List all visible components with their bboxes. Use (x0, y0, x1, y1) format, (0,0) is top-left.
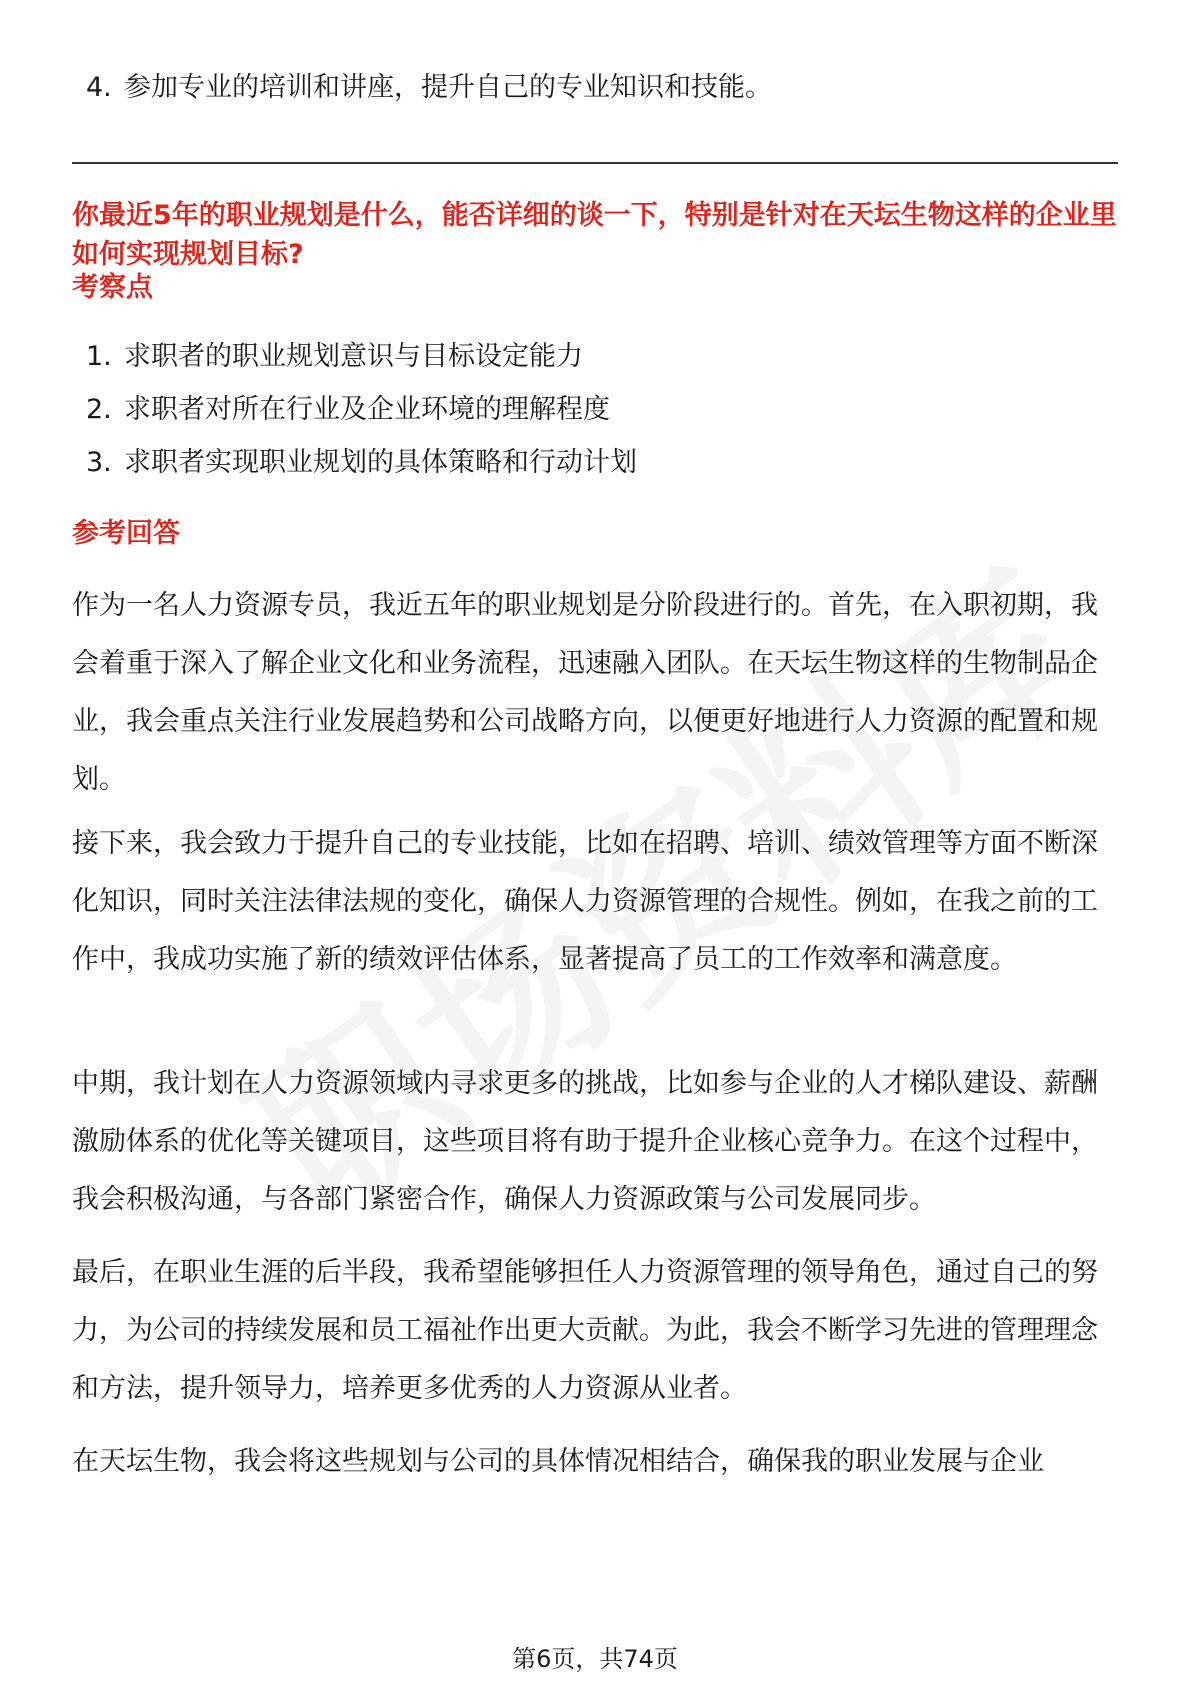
list-item-text: 求职者的职业规划意识与目标设定能力 (124, 341, 583, 372)
answer-heading: 参考回答 (72, 518, 180, 549)
assessment-item (86, 337, 583, 377)
answer-paragraph: 在天坛生物，我会将这些规划与公司的具体情况相结合，确保我的职业发展与企业 (72, 1446, 1044, 1477)
page-number: 第6页，共74页 (512, 1645, 678, 1673)
list-item-number: 4. (86, 72, 112, 103)
list-item-text: 参加专业的培训和讲座，提升自己的专业知识和技能。 (124, 72, 772, 103)
list-item-text: 求职者实现职业规划的具体策略和行动计划 (124, 447, 637, 478)
assessment-item (86, 390, 610, 430)
assessment-heading: 考察点 (72, 272, 153, 303)
list-item-text: 求职者对所在行业及企业环境的理解程度 (124, 394, 610, 425)
list-item-number: 3. (86, 447, 112, 478)
assessment-item (86, 443, 637, 483)
answer-paragraph: 接下来，我会致力于提升自己的专业技能，比如在招聘、培训、绩效管理等方面不断深化知识，同时关注法律法规的变化，确保人力资源管理的合规性。例如，在我之前的工作中，我成功实施了新的绩效评估体系，显著提高了员工的工作效率和满意度。 (72, 828, 1098, 975)
interview-question: 你最近5年的职业规划是什么，能否详细的谈一下，特别是针对在天坛生物这样的企业里如何实现规划目标? (72, 200, 1117, 270)
answer-paragraph: 作为一名人力资源专员，我近五年的职业规划是分阶段进行的。首先，在入职初期，我会着重于深入了解企业文化和业务流程，迅速融入团队。在天坛生物这样的生物制品企业，我会重点关注行业发展趋势和公司战略方向，以便更好地进行人力资源的配置和规划。 (72, 590, 1098, 795)
section-divider (72, 162, 1118, 164)
answer-paragraph: 中期，我计划在人力资源领域内寻求更多的挑战，比如参与企业的人才梯队建设、薪酬激励体系的优化等关键项目，这些项目将有助于提升企业核心竞争力。在这个过程中，我会积极沟通，与各部门紧密合作，确保人力资源政策与公司发展同步。 (72, 1068, 1098, 1215)
list-item-number: 2. (86, 394, 112, 425)
list-item-number: 1. (86, 341, 112, 372)
answer-paragraph: 最后，在职业生涯的后半段，我希望能够担任人力资源管理的领导角色，通过自己的努力，为公司的持续发展和员工福祉作出更大贡献。为此，我会不断学习先进的管理理念和方法，提升领导力，培养更多优秀的人力资源从业者。 (72, 1257, 1098, 1404)
previous-list-item (86, 68, 772, 108)
